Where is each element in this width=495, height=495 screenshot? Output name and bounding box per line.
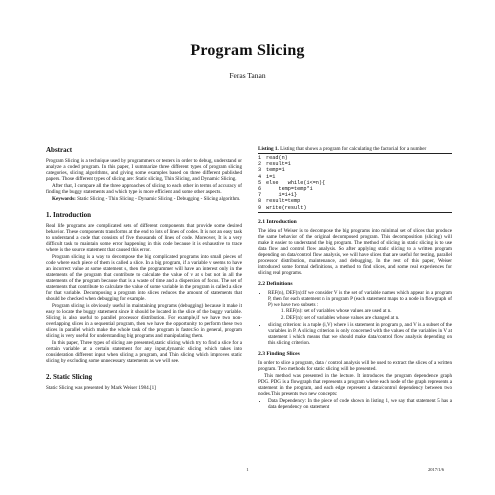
code-line-number: 1 bbox=[258, 155, 262, 161]
right-column bbox=[258, 146, 452, 411]
subsection-definitions-heading: 2.2 Definitions bbox=[258, 280, 293, 287]
code-line-number: 6 bbox=[258, 186, 262, 193]
code-line-text: result=1 bbox=[266, 161, 291, 168]
data-dependency-item: • Data Dependency: In the piece of code shown in listing 1, we say that statement 5 has a data dependency on statement bbox=[268, 398, 452, 410]
intro-paragraph-2: Program slicing is a way to decompose the big complicated programs into small pieces of code where each piece of them is called a slice. In a big program, if a variable v seems to have an incorrect value at some statement s, then the programmer will have an interest only in the statements of the program that contribute to calculate the value of v at s but not in all the statements of the program because that is a waste of time and a dispersion of focus. The set of statements that contribute to calculate the value of some variable in the program is called a slice for that variable. Decomposing a program into slices reduces the amount of statements that should be checked when debugging for example. bbox=[46, 254, 242, 302]
code-line-number: 2 bbox=[258, 161, 262, 168]
definition-sublist bbox=[268, 308, 452, 321]
abstract-paragraph-1: Program Slicing is a technique used by programmers or testers in order to debug, understand or analyze a coded program. In this paper, I summarize three different types of program slicing categories, slicing algorithms, and giving some examples based on three different published papers. Those different types of slicing are: Static slicing, Thin Slicing, and Dynamic Slicing. bbox=[46, 158, 242, 182]
code-line-number: 5 bbox=[258, 179, 262, 186]
left-column bbox=[46, 146, 242, 392]
dependency-list bbox=[258, 398, 452, 410]
listing-label: Listing 1. bbox=[258, 146, 279, 152]
page-number: 1 bbox=[246, 467, 249, 472]
code-line-number: 7 bbox=[258, 192, 262, 199]
code-line-text: read(n) bbox=[266, 155, 288, 161]
subsection-introduction-heading: 2.1 Introduction bbox=[258, 218, 297, 225]
static-paragraph-1: Static Slicing was presented by Mark Weiser 1984.[1] bbox=[46, 385, 156, 391]
listing-caption-text: Listing that shows a program for calculating the factorial for a number bbox=[278, 146, 427, 152]
finding-paragraph-1: In order to slice a program, data / control analysis will be used to extract the slices of a written program. Two methods for static slicing will be presented. bbox=[258, 359, 452, 372]
code-line-text: else while(i<=n){ bbox=[266, 179, 326, 186]
listing-caption bbox=[258, 146, 452, 152]
keywords-line bbox=[46, 196, 242, 202]
intro-paragraph-3: Program slicing is obviously useful in maintaining programs (debugging) because it make it easy to locate the buggy statement since it should be located in the slice of the buggy variable. Slicing is also useful to parallel processor distribution. For example,if we have two non-overlapping slices in a sequential program, then we have the opportunity to perform these two slices in parallel which make the whole task of the program is faster.So in general, program slicing is very useful for understanding big programs and manipulating them. bbox=[46, 303, 242, 339]
intro21-paragraph-1: The idea of Weiser is to decompose the big programs into minimal set of slices that produce the same behavior of the original decomposed program. This decomposition (slicing) will make it easier to understand the big program. The method of slicing in static slicing is to use data flow and control flow analysis. So after applying static slicing to a written program depending on data/control flow analysis, we will have slices that are useful for testing, parallel processor distribution, maintenance, and debugging. In the rest of this paper, Weiser introduced some formal definitions, a method to find slices, and some real experiences for slicing real programs. bbox=[258, 227, 452, 276]
definitions-list bbox=[258, 290, 452, 346]
code-line bbox=[258, 205, 452, 211]
abstract-paragraph-2: After that, I compare all the three approaches of slicing to each other in terms of accuracy of finding the buggy statements and which type is more efficient and some other aspects. bbox=[46, 183, 242, 195]
code-line-number: 9 bbox=[258, 204, 262, 211]
code-line-text: temp=temp*i bbox=[266, 186, 313, 193]
section-introduction-heading: 1. Introduction bbox=[46, 211, 91, 219]
abstract-heading: Abstract bbox=[46, 146, 73, 154]
author-name: Feras Tanan bbox=[229, 71, 266, 80]
definition-ref: 1. REF(n): set of variables whose values are used at n. bbox=[286, 308, 452, 314]
code-line-number: 4 bbox=[258, 173, 262, 180]
subsection-finding-slices-heading: 2.3 Finding Slices bbox=[258, 350, 300, 357]
code-line-number: 3 bbox=[258, 167, 262, 174]
code-line-number: 8 bbox=[258, 198, 262, 205]
definition-slicing-criterion: • slicing criterion: is a tuple (i,V) where i is statement in program p, and V is a subset of the variables in P. A slicing criterion is only concerned with the values of the variables in V at statement i which means that we should make data/control flow analysis depending on this slicing criterion. bbox=[268, 322, 452, 346]
keywords-text: Static Slicing - Thin Slicing - Dynamic Slicing - Debugging - Slicing algorithm. bbox=[77, 196, 241, 202]
keywords-label: Keywords: bbox=[52, 196, 76, 202]
footer-date: 2017/1/6 bbox=[428, 467, 445, 472]
code-line-text: write(result) bbox=[266, 204, 307, 211]
definition-def: 2. DEF(n): set of variables whose values are changed at n. bbox=[286, 315, 452, 321]
code-line-text: i=i+1} bbox=[266, 192, 298, 199]
intro-paragraph-4: In this paper, Three types of slicing are presented,static slicing which try to find a slice for a certain variable at a certain statement for any input,dynamic slicing which takes into consideration different input when slicing a program, and Thin slicing which improves static slicing by excluding some unnecessary statements as we will see. bbox=[46, 340, 242, 364]
code-listing bbox=[258, 153, 452, 213]
page-title: Program Slicing bbox=[190, 42, 305, 59]
code-line-text: result=temp bbox=[266, 198, 301, 205]
finding-paragraph-2: This method was presented in the lecture. It introduces the program dependence graph PDG. PDG is a flowgraph that represents a program where each node of the graph represents a statement in the program, and each edge represent a data/control dependency between two nodes.This presents two new concepts: bbox=[258, 372, 452, 397]
code-line-text: i=1 bbox=[266, 173, 276, 180]
section-static-slicing-heading: 2. Static Slicing bbox=[46, 373, 93, 381]
code-line-text: temp=1 bbox=[266, 167, 285, 174]
definition-ref-def-text: REF(n), DEF(n):If we consider V is the set of variable names which appear in a program P, then for each statement n in program P (each statement maps to a node in flowgraph of P) we have two subsets : bbox=[268, 289, 452, 308]
intro-paragraph-1: Real life programs are complicated sets of different components that provide some desired behavior. These components transforms at the end to lots of lines of codes. It is not an easy task to understand a code that consists of five thousands of lines of code. Moreover, It is a very difficult task to maintain some error happening in this code because it is exhaustive to trace where is the source statement that caused this error. bbox=[46, 223, 242, 253]
definition-ref-def bbox=[268, 290, 452, 321]
